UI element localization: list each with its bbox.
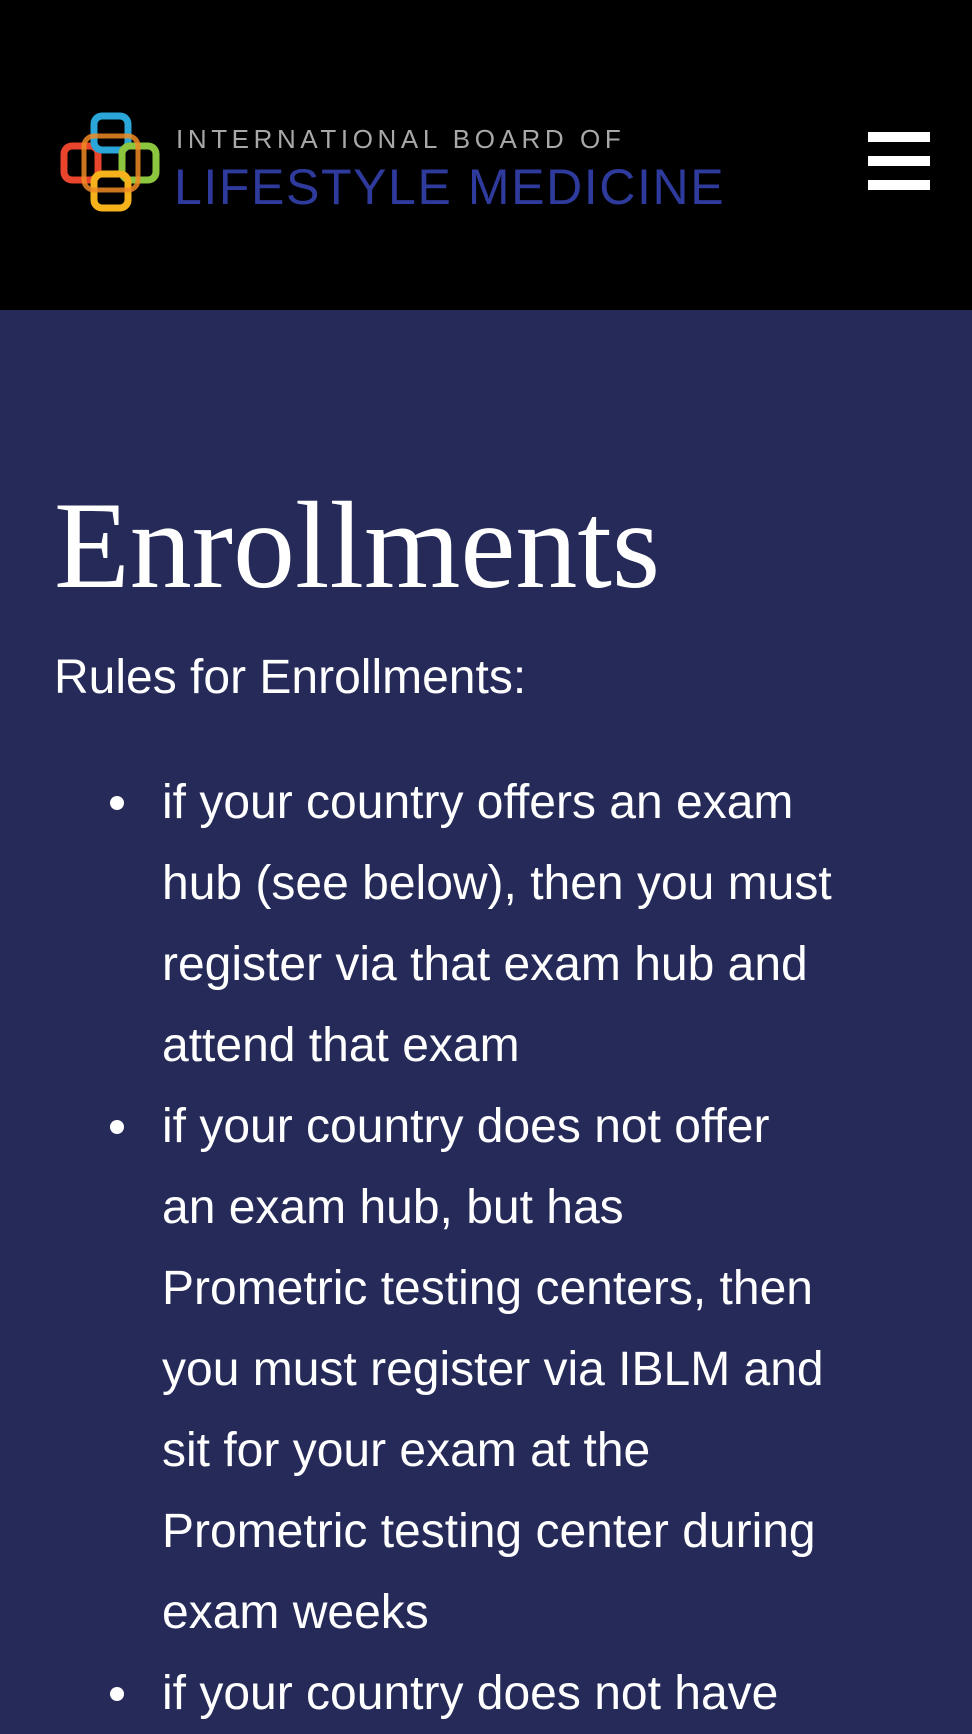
rules-intro: Rules for Enrollments: [54,651,527,704]
menu-bar [868,180,930,190]
list-item [162,762,942,1086]
list-item [162,1086,942,1653]
hamburger-menu-icon[interactable] [868,130,930,194]
list-item-line: if your country offers an exam [162,776,794,829]
list-item-line: if your country does not have [162,1667,779,1720]
bullet-icon [110,796,124,810]
list-item [162,1653,942,1734]
list-item-line: if your country does not offer [162,1100,770,1153]
list-item-line: register via that exam hub and [162,938,808,991]
menu-bar [868,156,930,166]
interlocking-squares-logo-icon [60,112,162,214]
page-title: Enrollments [54,477,661,614]
rules-list [162,762,942,1734]
list-item-line: Prometric testing center during [162,1505,816,1558]
site-header [0,0,972,310]
logo-text-top: INTERNATIONAL BOARD OF [176,124,626,154]
list-item-line: an exam hub, but has [162,1181,624,1234]
list-item-line: exam weeks [162,1586,429,1639]
bullet-icon [110,1687,124,1701]
list-item-line: hub (see below), then you must [162,857,832,910]
bullet-icon [110,1120,124,1134]
list-item-line: sit for your exam at the [162,1424,651,1477]
menu-bar [868,132,930,142]
logo-text-bottom: LIFESTYLE MEDICINE [174,159,726,215]
site-logo[interactable] [60,112,726,215]
list-item-line: Prometric testing centers, then [162,1262,813,1315]
list-item-line: you must register via IBLM and [162,1343,824,1396]
main-content [0,310,972,1728]
list-item-line: attend that exam [162,1019,520,1072]
